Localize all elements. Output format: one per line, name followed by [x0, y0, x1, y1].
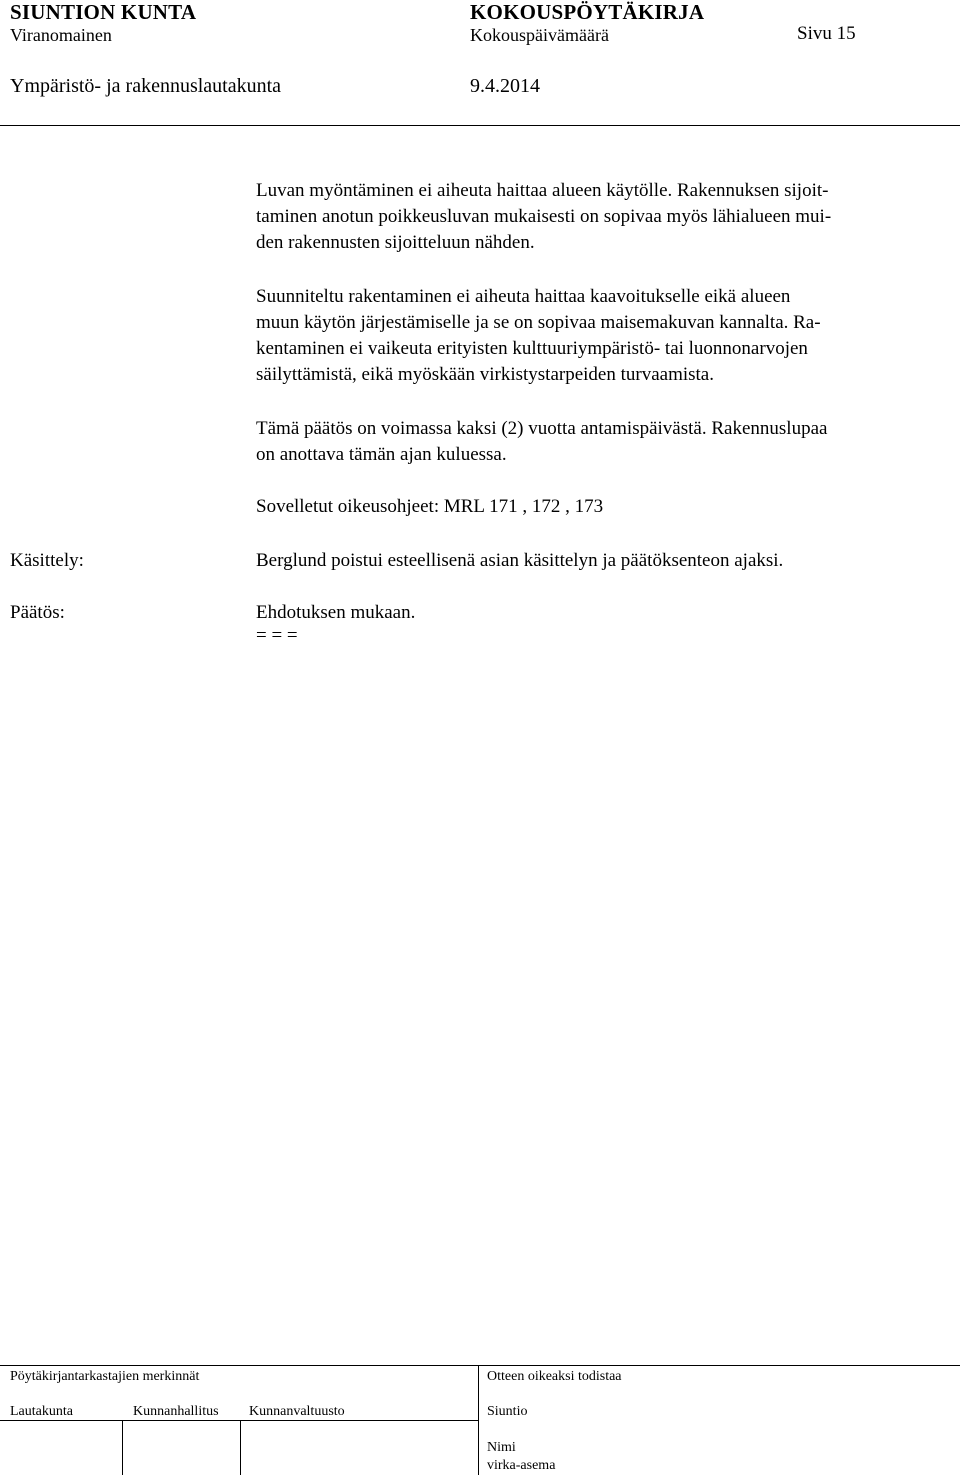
header-divider — [0, 125, 960, 126]
board-column-label: Lautakunta — [10, 1404, 73, 1419]
inspectors-label: Pöytäkirjantarkastajien merkinnät — [10, 1369, 200, 1384]
footer-column-divider — [240, 1420, 241, 1475]
council-board-column-label: Kunnanhallitus — [133, 1404, 219, 1419]
meeting-date-label: Kokouspäivämäärä — [470, 25, 609, 45]
certified-label: Otteen oikeaksi todistaa — [487, 1369, 622, 1384]
text-line: Luvan myöntäminen ei aiheuta haittaa alueen käytölle. Rakennuksen sijoit- — [256, 180, 829, 201]
footer-column-divider — [122, 1420, 123, 1475]
decision-text: Ehdotuksen mukaan. — [256, 602, 416, 623]
processing-text — [256, 548, 946, 574]
paragraph-permit-impact — [256, 178, 946, 256]
legal-references-text: Sovelletut oikeusohjeet: MRL 171 , 172 , 173 — [256, 496, 604, 517]
authority-name: Ympäristö- ja rakennuslautakunta — [10, 75, 282, 97]
authority-label: Viranomainen — [10, 25, 112, 45]
text-line: kentaminen ei vaikeuta erityisten kulttuuriympäristö- tai luonnonarvojen — [256, 338, 808, 359]
municipality-name: SIUNTION KUNTA — [10, 0, 197, 24]
name-label: Nimi — [487, 1440, 516, 1455]
decision-label: Päätös: — [10, 602, 65, 623]
decision-block — [256, 600, 946, 646]
text-line: on anottava tämän ajan kuluessa. — [256, 444, 507, 465]
position-label: virka-asema — [487, 1458, 556, 1473]
text-line: Suunniteltu rakentaminen ei aiheuta haittaa kaavoitukselle eikä alueen — [256, 286, 791, 307]
paragraph-validity — [256, 416, 946, 468]
text-line: taminen anotun poikkeusluvan mukaisesti on sopivaa myös lähialueen mui- — [256, 206, 832, 227]
footer-top-rule — [0, 1365, 960, 1366]
council-column-label: Kunnanvaltuusto — [249, 1404, 345, 1419]
place-label: Siuntio — [487, 1404, 528, 1419]
legal-references — [256, 494, 946, 520]
text-line: den rakennusten sijoitteluun nähden. — [256, 232, 535, 253]
footer-signature-rule — [0, 1420, 478, 1421]
document-type: KOKOUSPÖYTÄKIRJA — [470, 0, 705, 24]
paragraph-planning-impact — [256, 284, 946, 388]
processing-text-line: Berglund poistui esteellisenä asian käsittelyn ja päätöksenteon ajaksi. — [256, 550, 784, 571]
text-line: Tämä päätös on voimassa kaksi (2) vuotta antamispäivästä. Rakennuslupaa — [256, 418, 828, 439]
text-line: säilyttämistä, eikä myöskään virkistystarpeiden turvaamista. — [256, 364, 714, 385]
meeting-date: 9.4.2014 — [470, 75, 540, 97]
page-number: Sivu 15 — [797, 23, 856, 44]
text-line: muun käytön järjestämiselle ja se on sopivaa maisemakuvan kannalta. Ra- — [256, 312, 821, 333]
processing-label: Käsittely: — [10, 550, 84, 571]
footer-center-divider — [478, 1365, 479, 1475]
end-mark: = = = — [256, 625, 298, 646]
